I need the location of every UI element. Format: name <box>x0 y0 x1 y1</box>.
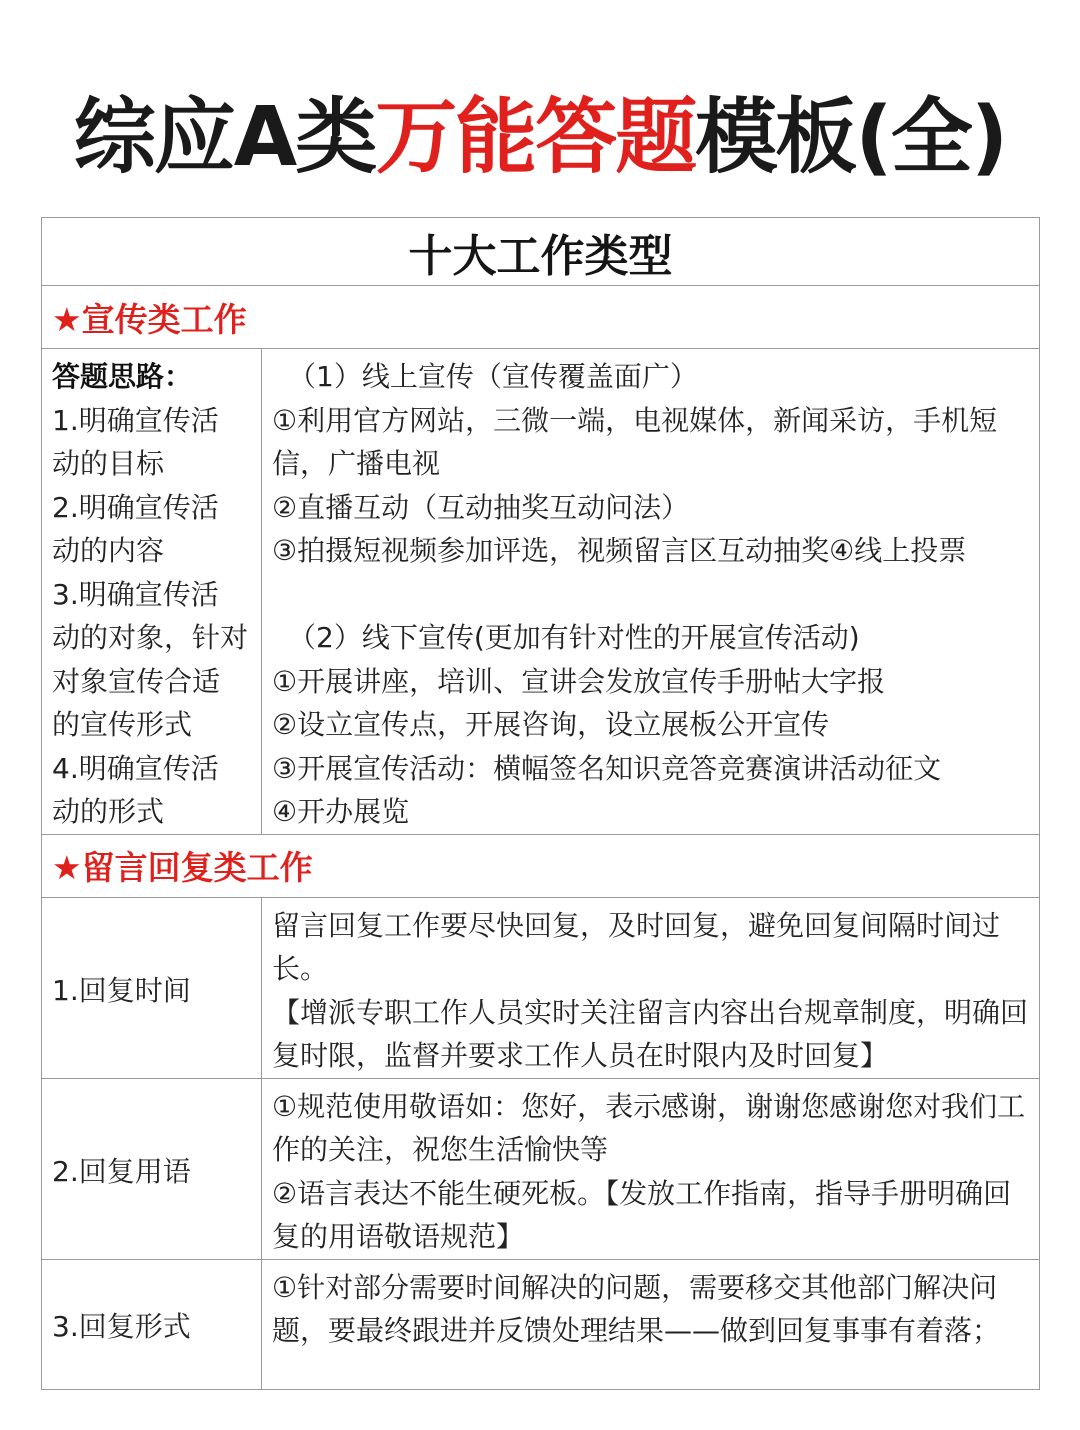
table-header-row <box>42 218 1040 286</box>
thinking-line: 1.明确宣传活 <box>52 403 219 437</box>
publicity-methods-cell <box>262 349 1040 835</box>
answer-thinking-label: 答题思路： <box>52 360 193 393</box>
reply-row-label: 3.回复形式 <box>42 1259 262 1389</box>
reply-row-content <box>262 1259 1040 1389</box>
thinking-line: 2.明确宣传活 <box>52 490 219 524</box>
section-heading-reply: ★留言回复类工作 <box>42 834 1040 897</box>
online-item: ①利用官方网站，三微一端，电视媒体，新闻采访，手机短信，广播电视 <box>272 403 998 480</box>
thinking-line: 对象宣传合适 <box>52 664 221 698</box>
offline-publicity-title: （2）线下宣传(更加有针对性的开展宣传活动) <box>288 621 860 654</box>
thinking-line: 的宣传形式 <box>52 708 193 741</box>
thinking-line: 3.明确宣传活 <box>52 577 219 611</box>
thinking-line: 4.明确宣传活 <box>52 751 219 785</box>
offline-item: ④开办展览 <box>272 795 410 828</box>
reply-content-para: ①规范使用敬语如：您好，表示感谢，谢谢您感谢您对我们工作的关注，祝您生活愉快等 <box>272 1089 1026 1166</box>
title-part-2-highlight: 万能答题 <box>375 90 696 185</box>
reply-content-para: ②语言表达不能生硬死板。【发放工作指南，指导手册明确回复的用语敬语规范】 <box>272 1176 1012 1253</box>
thinking-line: 动的目标 <box>52 447 165 480</box>
reply-row-wording <box>42 1078 1040 1259</box>
section-heading-publicity: ★宣传类工作 <box>42 286 1040 349</box>
reply-content-para: ①针对部分需要时间解决的问题，需要移交其他部门解决问题，要最终跟进并反馈处理结果——做到回复事事有着落； <box>272 1270 1001 1347</box>
online-item: ②直播互动（互动抽奖互动问法） <box>272 490 690 524</box>
online-item: ③拍摄短视频参加评选，视频留言区互动抽奖④线上投票 <box>272 534 967 567</box>
thinking-line: 动的内容 <box>52 534 165 567</box>
reply-content-para: 【增派专职工作人员实时关注留言内容出台规章制度，明确回复时限，监督并要求工作人员在时限内及时回复】 <box>272 995 1029 1072</box>
section-publicity-row <box>42 286 1040 349</box>
offline-item: ①开展讲座，培训、宣讲会发放宣传手册帖大字报 <box>272 664 886 698</box>
offline-item: ②设立宣传点，开展咨询，设立展板公开宣传 <box>272 708 830 741</box>
section-reply-row <box>42 834 1040 897</box>
title-part-1: 综应A类 <box>73 90 376 185</box>
publicity-content-row <box>42 349 1040 835</box>
table-header: 十大工作类型 <box>42 218 1040 286</box>
reply-row-time <box>42 897 1040 1078</box>
reply-row-label: 1.回复时间 <box>42 897 262 1078</box>
reply-row-content <box>262 1078 1040 1259</box>
title-part-3: 模板(全) <box>695 90 1007 185</box>
online-publicity-title: （1）线上宣传（宣传覆盖面广） <box>288 360 698 393</box>
reply-content-para: 留言回复工作要尽快回复，及时回复，避免回复间隔时间过长。 <box>272 908 1001 985</box>
page-title <box>0 78 1080 198</box>
thinking-line: 动的对象，针对 <box>52 621 249 654</box>
reply-row-content <box>262 897 1040 1078</box>
offline-item: ③开展宣传活动：横幅签名知识竞答竞赛演讲活动征文 <box>272 751 942 785</box>
spacer <box>272 573 1033 617</box>
reply-row-form <box>42 1259 1040 1389</box>
thinking-line: 动的形式 <box>52 795 165 828</box>
answer-thinking-cell <box>42 349 262 835</box>
reply-row-label: 2.回复用语 <box>42 1078 262 1259</box>
work-types-table <box>41 217 1040 1390</box>
